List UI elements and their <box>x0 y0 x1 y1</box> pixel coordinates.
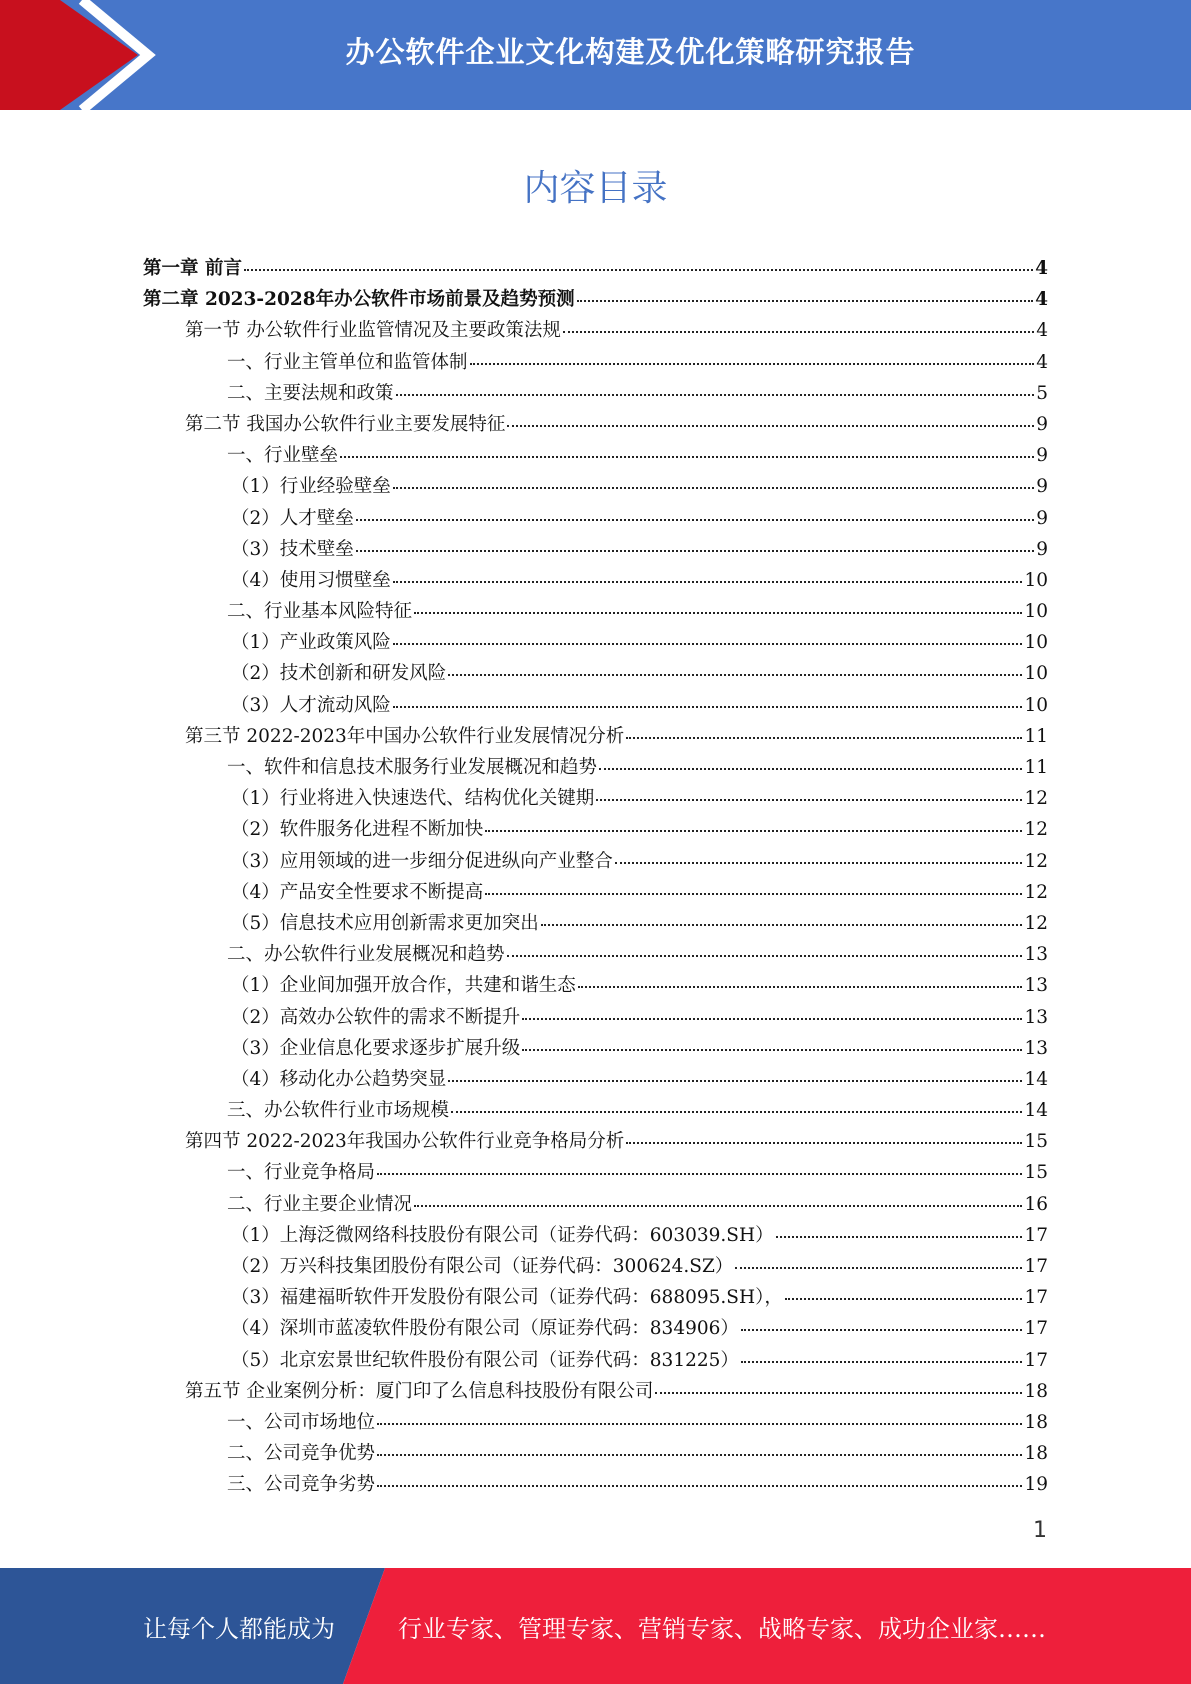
toc-entry[interactable] <box>143 722 1048 753</box>
report-title: 办公软件企业文化构建及优化策略研究报告 <box>345 34 916 69</box>
toc-entry-title: （4）产品安全性要求不断提高 <box>231 881 484 903</box>
dot-leader <box>626 1141 1022 1144</box>
toc-entry[interactable] <box>143 1158 1048 1189</box>
toc-entry-title: 第一章 前言 <box>143 258 242 279</box>
toc-entry-page: 17 <box>1024 1224 1048 1246</box>
toc-entry-title: 二、主要法规和政策 <box>227 382 394 404</box>
toc-entry-page: 4 <box>1035 289 1048 311</box>
toc-entry-page: 10 <box>1024 663 1048 685</box>
dot-leader <box>578 985 1023 988</box>
toc-entry-page: 12 <box>1024 788 1048 810</box>
toc-entry-title: （3）技术壁垒 <box>231 538 354 560</box>
toc-entry-title: （3）福建福昕软件开发股份有限公司（证券代码：688095.SH）， <box>231 1287 783 1309</box>
dot-leader <box>615 861 1023 864</box>
footer-banner <box>0 1568 1191 1684</box>
dot-leader <box>396 393 1035 396</box>
dot-leader <box>785 1297 1023 1300</box>
toc-entry-page: 17 <box>1024 1256 1048 1277</box>
dot-leader <box>563 330 1034 333</box>
toc-entry-page: 11 <box>1024 757 1048 778</box>
footer-slogan-left: 让每个人都能成为 <box>143 1614 335 1643</box>
toc-entry[interactable] <box>143 410 1048 441</box>
toc-entry-page: 13 <box>1024 944 1048 966</box>
dot-leader <box>393 486 1034 489</box>
toc-entry[interactable] <box>143 1314 1048 1345</box>
toc-entry-page: 4 <box>1036 320 1048 342</box>
toc-entry[interactable] <box>143 1221 1048 1252</box>
dot-leader <box>599 767 1022 770</box>
toc-entry-page: 18 <box>1024 1411 1048 1433</box>
toc-entry[interactable] <box>143 628 1048 659</box>
toc-entry-title: 第二节 我国办公软件行业主要发展特征 <box>185 413 506 435</box>
toc-entry[interactable] <box>143 566 1048 597</box>
toc-entry[interactable] <box>143 878 1048 909</box>
toc-entry-title: 三、公司竞争劣势 <box>227 1474 376 1496</box>
toc-entry-page: 12 <box>1024 881 1048 903</box>
toc-entry-page: 12 <box>1024 850 1048 872</box>
header-banner <box>0 0 1191 110</box>
toc-entry-page: 9 <box>1036 507 1048 529</box>
toc-entry[interactable] <box>143 1470 1048 1501</box>
toc-entry-page: 5 <box>1036 382 1048 404</box>
toc-entry-page: 15 <box>1024 1162 1048 1184</box>
toc-entry-title: 一、公司市场地位 <box>227 1411 376 1433</box>
dot-leader <box>393 642 1023 645</box>
dot-leader <box>377 1453 1022 1456</box>
toc-entry-title: （1）上海泛微网络科技股份有限公司（证券代码：603039.SH） <box>231 1224 774 1246</box>
toc-entry-title: （5）信息技术应用创新需求更加突出 <box>231 912 539 934</box>
toc-entry-title: （4）移动化办公趋势突显 <box>231 1068 447 1090</box>
toc-entry-title: 二、行业主要企业情况 <box>227 1193 413 1215</box>
toc-entry-page: 13 <box>1024 975 1048 997</box>
dot-leader <box>507 424 1034 427</box>
toc-entry-page: 14 <box>1024 1068 1048 1090</box>
dot-leader <box>485 892 1022 895</box>
toc-entry[interactable] <box>143 1377 1048 1408</box>
toc-entry-title: （2）技术创新和研发风险 <box>231 663 447 685</box>
toc-entry-title: （5）北京宏景世纪软件股份有限公司（证券代码：831225） <box>231 1349 739 1371</box>
toc-entry-title: 一、行业壁垒 <box>227 445 339 467</box>
dot-leader <box>356 518 1034 521</box>
toc-entry-page: 11 <box>1024 725 1048 747</box>
toc-entry[interactable] <box>143 971 1048 1002</box>
toc-entry-title: 二、公司竞争优势 <box>227 1443 376 1465</box>
toc-entry-title: （2）软件服务化进程不断加快 <box>231 819 484 841</box>
toc-entry-page: 10 <box>1024 601 1048 623</box>
toc-entry-page: 12 <box>1024 819 1048 841</box>
toc-entry-page: 9 <box>1036 445 1048 467</box>
toc-entry-title: （1）产业政策风险 <box>231 632 391 654</box>
toc-entry-title: （1）行业将进入快速迭代、结构优化关键期 <box>231 788 595 810</box>
dot-leader <box>470 362 1035 365</box>
toc-entry-page: 12 <box>1024 912 1048 934</box>
toc-entry[interactable] <box>143 472 1048 503</box>
dot-leader <box>414 611 1022 614</box>
dot-leader <box>377 1484 1022 1487</box>
dot-leader <box>626 736 1022 739</box>
page-number: 1 <box>1033 1518 1047 1543</box>
toc-entry-page: 10 <box>1024 569 1048 591</box>
toc-entry[interactable] <box>143 940 1048 971</box>
toc-entry-page: 18 <box>1024 1443 1048 1465</box>
toc-entry[interactable] <box>143 254 1048 285</box>
toc-entry[interactable] <box>143 379 1048 410</box>
toc-entry-title: 第三节 2022-2023年中国办公软件行业发展情况分析 <box>185 725 625 747</box>
toc-entry[interactable] <box>143 1408 1048 1439</box>
toc-entry-page: 19 <box>1024 1474 1048 1496</box>
toc-entry-page: 15 <box>1024 1131 1048 1153</box>
table-of-contents <box>143 254 1048 1502</box>
toc-entry[interactable] <box>143 691 1048 722</box>
toc-entry-title: （4）使用习惯壁垒 <box>231 569 391 591</box>
toc-entry-page: 17 <box>1024 1287 1048 1309</box>
toc-heading: 内容目录 <box>523 168 668 209</box>
toc-entry-title: 一、软件和信息技术服务行业发展概况和趋势 <box>227 757 598 778</box>
toc-entry-page: 17 <box>1024 1349 1048 1371</box>
toc-entry[interactable] <box>143 1096 1048 1127</box>
dot-leader <box>741 1328 1023 1331</box>
toc-entry-title: （3）人才流动风险 <box>231 694 391 716</box>
footer-slogan-right: 行业专家、管理专家、营销专家、战略专家、成功企业家…… <box>398 1614 1046 1643</box>
dot-leader <box>485 829 1022 832</box>
toc-entry-page: 9 <box>1036 538 1048 560</box>
toc-entry-title: （2）高效办公软件的需求不断提升 <box>231 1006 521 1028</box>
dot-leader <box>596 798 1022 801</box>
toc-entry[interactable] <box>143 348 1048 379</box>
toc-entry-title: 二、办公软件行业发展概况和趋势 <box>227 944 505 966</box>
dot-leader <box>393 705 1023 708</box>
toc-entry-title: （2）人才壁垒 <box>231 507 354 529</box>
dot-leader <box>244 268 1033 271</box>
toc-entry-title: （4）深圳市蓝凌软件股份有限公司（原证券代码：834906） <box>231 1318 739 1340</box>
toc-entry[interactable] <box>143 1252 1048 1283</box>
toc-entry-title: 第二章 2023-2028年办公软件市场前景及趋势预测 <box>143 289 575 311</box>
toc-entry-title: 第五节 企业案例分析：厦门印了么信息科技股份有限公司 <box>185 1380 654 1402</box>
dot-leader <box>393 580 1023 583</box>
toc-entry[interactable] <box>143 815 1048 846</box>
toc-entry[interactable] <box>143 597 1048 628</box>
toc-entry[interactable] <box>143 1127 1048 1158</box>
toc-entry[interactable] <box>143 784 1048 815</box>
dot-leader <box>735 1266 1022 1269</box>
toc-entry-title: 二、行业基本风险特征 <box>227 601 413 623</box>
toc-entry-page: 4 <box>1035 258 1048 279</box>
toc-entry[interactable] <box>143 1003 1048 1034</box>
toc-entry-title: （1）行业经验壁垒 <box>231 476 391 498</box>
toc-entry[interactable] <box>143 909 1048 940</box>
toc-entry-title: （1）企业间加强开放合作，共建和谐生态 <box>231 975 576 997</box>
toc-entry-page: 18 <box>1024 1380 1048 1402</box>
dot-leader <box>414 1204 1022 1207</box>
toc-entry[interactable] <box>143 535 1048 566</box>
dot-leader <box>377 1422 1022 1425</box>
dot-leader <box>541 923 1023 926</box>
toc-entry-title: 第一节 办公软件行业监管情况及主要政策法规 <box>185 320 561 342</box>
toc-entry-page: 13 <box>1024 1037 1048 1059</box>
dot-leader <box>776 1235 1023 1238</box>
toc-entry[interactable] <box>143 1439 1048 1470</box>
toc-entry[interactable] <box>143 753 1048 784</box>
toc-entry[interactable] <box>143 659 1048 690</box>
toc-entry-page: 16 <box>1024 1193 1048 1215</box>
toc-entry-page: 17 <box>1024 1318 1048 1340</box>
toc-entry[interactable] <box>143 1190 1048 1221</box>
toc-entry-page: 4 <box>1036 351 1048 373</box>
toc-entry-title: 第四节 2022-2023年我国办公软件行业竞争格局分析 <box>185 1131 625 1153</box>
toc-entry-title: 三、办公软件行业市场规模 <box>227 1100 450 1122</box>
toc-entry[interactable] <box>143 441 1048 472</box>
toc-entry-title: （2）万兴科技集团股份有限公司（证券代码：300624.SZ） <box>231 1256 734 1277</box>
dot-leader <box>356 549 1034 552</box>
dot-leader <box>507 954 1023 957</box>
toc-entry-title: （3）企业信息化要求逐步扩展升级 <box>231 1037 521 1059</box>
toc-entry-title: 一、行业主管单位和监管体制 <box>227 351 468 373</box>
toc-entry[interactable] <box>143 316 1048 347</box>
toc-entry[interactable] <box>143 1346 1048 1377</box>
toc-entry-title: 一、行业竞争格局 <box>227 1162 376 1184</box>
dot-leader <box>577 299 1034 302</box>
dot-leader <box>451 1110 1022 1113</box>
dot-leader <box>340 455 1034 458</box>
dot-leader <box>522 1048 1022 1051</box>
dot-leader <box>741 1360 1023 1363</box>
toc-entry[interactable] <box>143 504 1048 535</box>
toc-entry-page: 13 <box>1024 1006 1048 1028</box>
toc-entry-page: 10 <box>1024 694 1048 716</box>
dot-leader <box>448 1079 1022 1082</box>
toc-entry[interactable] <box>143 1034 1048 1065</box>
dot-leader <box>655 1391 1022 1394</box>
toc-entry-page: 9 <box>1036 476 1048 498</box>
toc-entry[interactable] <box>143 1283 1048 1314</box>
toc-entry[interactable] <box>143 1065 1048 1096</box>
toc-entry[interactable] <box>143 285 1048 316</box>
dot-leader <box>448 673 1022 676</box>
toc-entry-page: 14 <box>1024 1100 1048 1122</box>
dot-leader <box>377 1172 1022 1175</box>
toc-entry-title: （3）应用领域的进一步细分促进纵向产业整合 <box>231 850 613 872</box>
toc-entry-page: 9 <box>1036 413 1048 435</box>
red-arrow-decoration <box>0 0 160 110</box>
dot-leader <box>522 1017 1022 1020</box>
toc-entry[interactable] <box>143 847 1048 878</box>
toc-entry-page: 10 <box>1024 632 1048 654</box>
